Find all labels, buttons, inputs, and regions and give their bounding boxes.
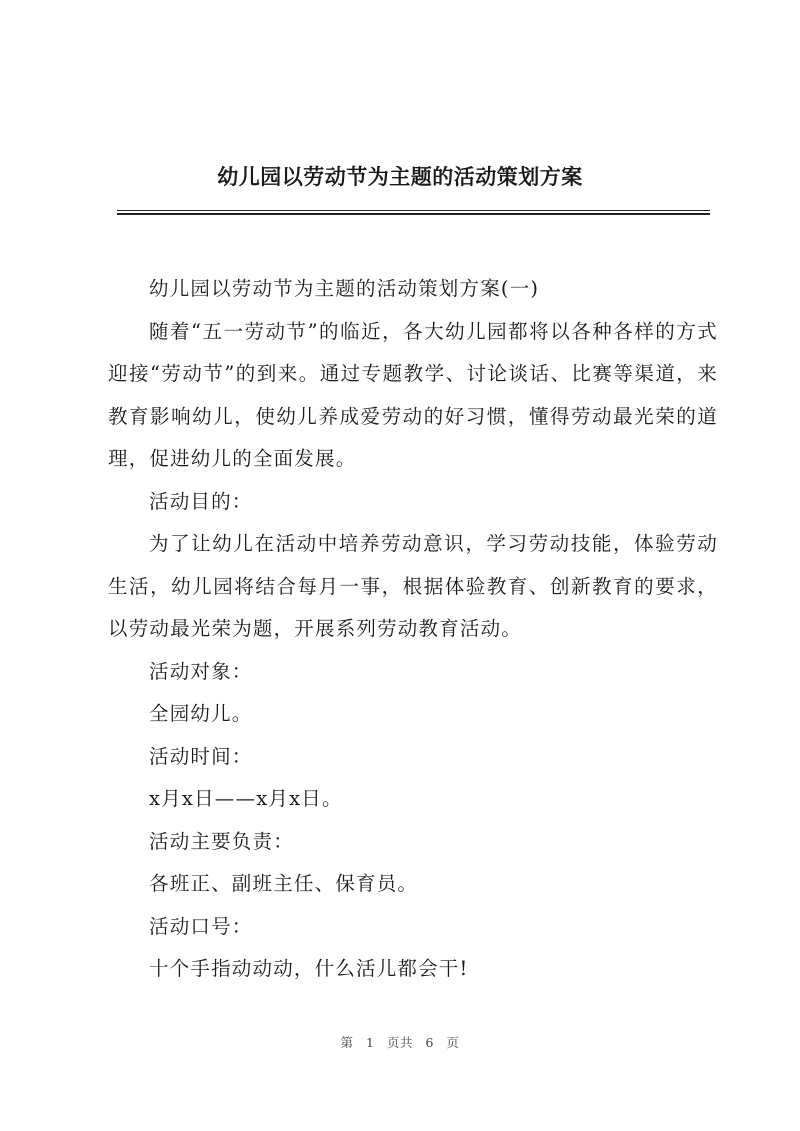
title-divider <box>117 210 710 215</box>
paragraph-responsible: 各班正、副班主任、保育员。 <box>149 872 419 895</box>
paragraph-slogan: 十个手指动动动，什么活儿都会干! <box>149 957 469 980</box>
paragraph-purpose: 为了让幼儿在活动中培养劳动意识，学习劳动技能，体验劳动生活，幼儿园将结合每月一事，根据体验教育、创新教育的要求，以劳动最光荣为题，开展系列劳动教育活动。 <box>108 532 718 640</box>
heading-responsible: 活动主要负责： <box>149 829 294 853</box>
footer-page-total: 6 <box>425 1035 434 1050</box>
heading-slogan: 活动口号： <box>149 914 253 938</box>
paragraph-audience: 全园幼儿。 <box>149 702 253 725</box>
footer-page-number: 1 <box>366 1035 375 1050</box>
document-title: 幼儿园以劳动节为主题的活动策划方案 <box>217 164 583 189</box>
footer-middle: 页共 <box>386 1035 413 1050</box>
heading-audience: 活动对象： <box>149 659 253 683</box>
paragraph-time: x月x日——x月x日。 <box>149 787 343 810</box>
paragraph-intro: 随着“五一劳动节”的临近，各大幼儿园都将以各种各样的方式迎接“劳动节”的到来。通过专题教学、讨论谈话、比赛等渠道，来教育影响幼儿，使幼儿养成爱劳动的好习惯，懂得劳动最光荣的道理，促进幼儿的全面发展。 <box>108 319 718 470</box>
page-footer <box>0 1033 800 1051</box>
document-body <box>108 268 718 991</box>
heading-purpose: 活动目的： <box>149 489 253 513</box>
heading-time: 活动时间： <box>149 744 253 768</box>
paragraph-subtitle: 幼儿园以劳动节为主题的活动策划方案(一) <box>149 277 540 300</box>
footer-suffix: 页 <box>446 1035 460 1050</box>
footer-prefix: 第 <box>340 1035 354 1050</box>
